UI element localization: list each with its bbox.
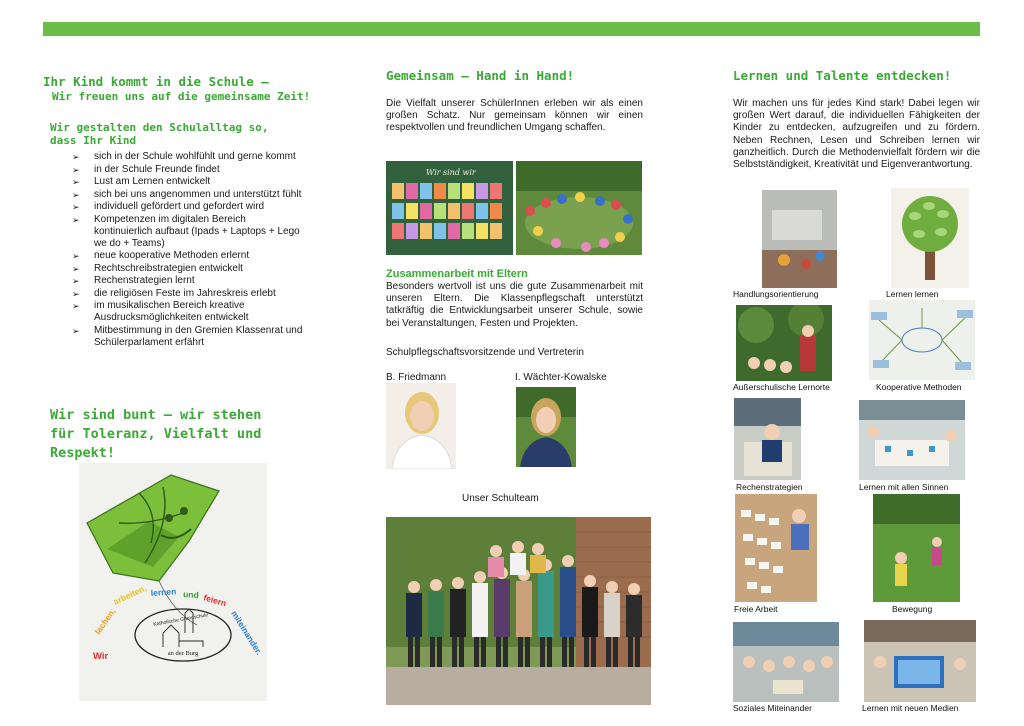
- bullet-item: [72, 288, 304, 300]
- bullet-arrow-icon: ➢: [72, 276, 80, 286]
- col2-intro: Die Vielfalt unserer SchülerInnen erleben wir als einen großen Schatz. Nur gemeinsam können wir einen respektvollen und freundlichen Umgang schaffen.: [386, 98, 643, 134]
- bullet-arrow-icon: ➢: [72, 164, 80, 175]
- school-team-drawing: [386, 517, 651, 705]
- bullet-item: [72, 214, 304, 250]
- bullet-arrow-icon: ➢: [72, 325, 80, 336]
- col2-heading: Gemeinsam – Hand in Hand!: [386, 68, 575, 83]
- chalkboard-text: Wir sind wir: [426, 168, 476, 177]
- col2-team-caption: Unser Schulteam: [462, 493, 539, 504]
- col1-subheading: Wir gestalten den Schulalltag so, dass Ihr Kind: [50, 121, 269, 147]
- bullet-item: [72, 189, 304, 201]
- photo-freie-arbeit: [735, 494, 817, 602]
- bullet-item: [72, 151, 304, 163]
- motto-word-6: feiern: [202, 592, 228, 609]
- school-team-photo: [386, 517, 651, 705]
- photo-bewegung: [873, 494, 960, 602]
- bullet-text: in der Schule Freunde findet: [94, 163, 220, 175]
- motto-word-1: Wir: [93, 651, 109, 662]
- bullet-text: Kompetenzen im digitalen Bereich kontinuierlich aufbaut (Ipads + Laptops + Lego we do + Teams): [94, 213, 300, 249]
- school-logo-image: [79, 463, 267, 701]
- bullet-text: Rechenstrategien lernt: [94, 275, 195, 286]
- col2-representatives-label: Schulpflegschaftsvorsitzende und Vertreterin: [386, 347, 584, 358]
- photo-handlungsorientierung: [762, 190, 837, 288]
- portrait-2-drawing: [516, 387, 576, 467]
- bullet-text: sich bei uns angenommen und unterstützt fühlt: [94, 188, 302, 200]
- bullet-text: Lust am Lernen entwickelt: [94, 176, 211, 187]
- bullet-text: im musikalischen Bereich kreative Ausdrucksmöglichkeiten entwickelt: [94, 300, 249, 323]
- bullet-arrow-icon: ➢: [72, 177, 80, 187]
- caption-6: Lernen mit allen Sinnen: [859, 482, 949, 492]
- caption-2: Lernen lernen: [886, 289, 939, 299]
- photo-lernen-mit-allen-sinnen: [859, 400, 965, 480]
- bullet-item: [72, 176, 304, 188]
- caption-5: Rechenstrategien: [736, 482, 803, 492]
- bullet-item: [72, 275, 304, 287]
- caption-1: Handlungsorientierung: [733, 289, 819, 299]
- col2-person2-name: I. Wächter-Kowalske: [515, 372, 607, 383]
- logo-motto: [93, 651, 109, 662]
- caption-7: Freie Arbeit: [734, 604, 778, 614]
- motto-word-5: und: [182, 589, 200, 601]
- caption-4: Kooperative Methoden: [876, 382, 962, 392]
- bullet-item: [72, 250, 304, 262]
- bullet-text: neue kooperative Methoden erlernt: [94, 250, 250, 261]
- caption-3: Außerschulische Lernorte: [733, 382, 830, 392]
- bullet-text: individuell gefördert und gefordert wird: [94, 201, 265, 212]
- bullet-arrow-icon: ➢: [72, 214, 80, 225]
- chalkboard-photo: [386, 161, 513, 255]
- children-circle-drawing: [516, 161, 642, 255]
- col3-heading: Lernen und Talente entdecken!: [733, 68, 952, 83]
- bullet-arrow-icon: ➢: [72, 251, 80, 261]
- photo-lernen-lernen: [891, 188, 969, 288]
- portrait-1-photo: [386, 383, 456, 469]
- motto-word-3: arbeiten,: [111, 582, 148, 607]
- photo-lernen-mit-neuen-medien: [864, 620, 976, 702]
- photo-ausserschulische-lernorte: [736, 305, 832, 381]
- col2-section-heading: Zusammenarbeit mit Eltern: [386, 268, 528, 280]
- col1-title: Ihr Kind kommt in die Schule –: [43, 74, 269, 89]
- motto-word-7: miteinander.: [229, 608, 265, 657]
- motto-word-2: lachen,: [92, 606, 118, 637]
- col1-heading2: Wir sind bunt – wir stehen für Toleranz, Vielfalt und Respekt!: [50, 407, 262, 461]
- bullet-arrow-icon: ➢: [72, 152, 80, 162]
- caption-8: Bewegung: [892, 604, 933, 614]
- kite-logo-drawing: [79, 463, 267, 701]
- col1-subtitle: Wir freuen uns auf die gemeinsame Zeit!: [52, 90, 311, 103]
- logo-school-line2: an der Burg: [167, 650, 199, 657]
- col2-person1-name: B. Friedmann: [386, 372, 447, 383]
- photo-kooperative-methoden: [869, 300, 975, 380]
- bullet-arrow-icon: ➢: [72, 263, 80, 274]
- bullet-text: Mitbestimmung in den Gremien Klassenrat und Schülerparlament erfährt: [94, 324, 303, 348]
- bullet-arrow-icon: ➢: [72, 189, 80, 200]
- motto-word-4: lernen: [150, 586, 177, 598]
- children-circle-photo: [516, 161, 642, 255]
- portrait-1-drawing: [386, 383, 456, 469]
- bullet-text: Rechtschreibstrategien entwickelt: [94, 262, 243, 274]
- photo-soziales-miteinander: [733, 622, 839, 702]
- caption-9: Soziales Miteinander: [733, 703, 812, 713]
- bullet-arrow-icon: ➢: [72, 301, 80, 311]
- caption-10: Lernen mit neuen Medien: [862, 703, 959, 713]
- bullet-arrow-icon: ➢: [72, 202, 80, 212]
- bullet-item: [72, 164, 304, 176]
- bullet-item: [72, 325, 304, 349]
- col3-text: Wir machen uns für jedes Kind stark! Dabei legen wir großen Wert darauf, die individuellen Fähigkeiten der Kinder zu entdecken, aufzugreifen und zu fördern. Neben Rechnen, Lesen und Schreiben lernen wir ganzheitlich. Durch die Methodenvielfalt fördern wir die Selbstständigkeit, Kreativität und Eigenverantwortung.: [733, 98, 980, 171]
- col1-bullet-list: [72, 151, 304, 349]
- logo-school-line1: Katholische Grundschule: [152, 612, 209, 628]
- bullet-item: [72, 300, 304, 324]
- bullet-text: sich in der Schule wohlfühlt und gerne kommt: [94, 151, 296, 162]
- bullet-text: die religiösen Feste im Jahreskreis erlebt: [94, 287, 276, 299]
- chalkboard-drawing: [386, 161, 513, 255]
- col2-section-text: Besonders wertvoll ist uns die gute Zusammenarbeit mit unseren Eltern. Die Klassenpflegschaft unterstützt tatkräftig die Entwicklungsarbeit unserer Schule, sowie bei Veranstaltungen, Festen und Projekten.: [386, 281, 643, 329]
- bullet-arrow-icon: ➢: [72, 288, 80, 299]
- portrait-2-photo: [516, 387, 576, 467]
- top-green-bar: [43, 22, 980, 36]
- photo-rechenstrategien: [734, 398, 801, 480]
- bullet-item: [72, 263, 304, 275]
- bullet-item: [72, 201, 304, 213]
